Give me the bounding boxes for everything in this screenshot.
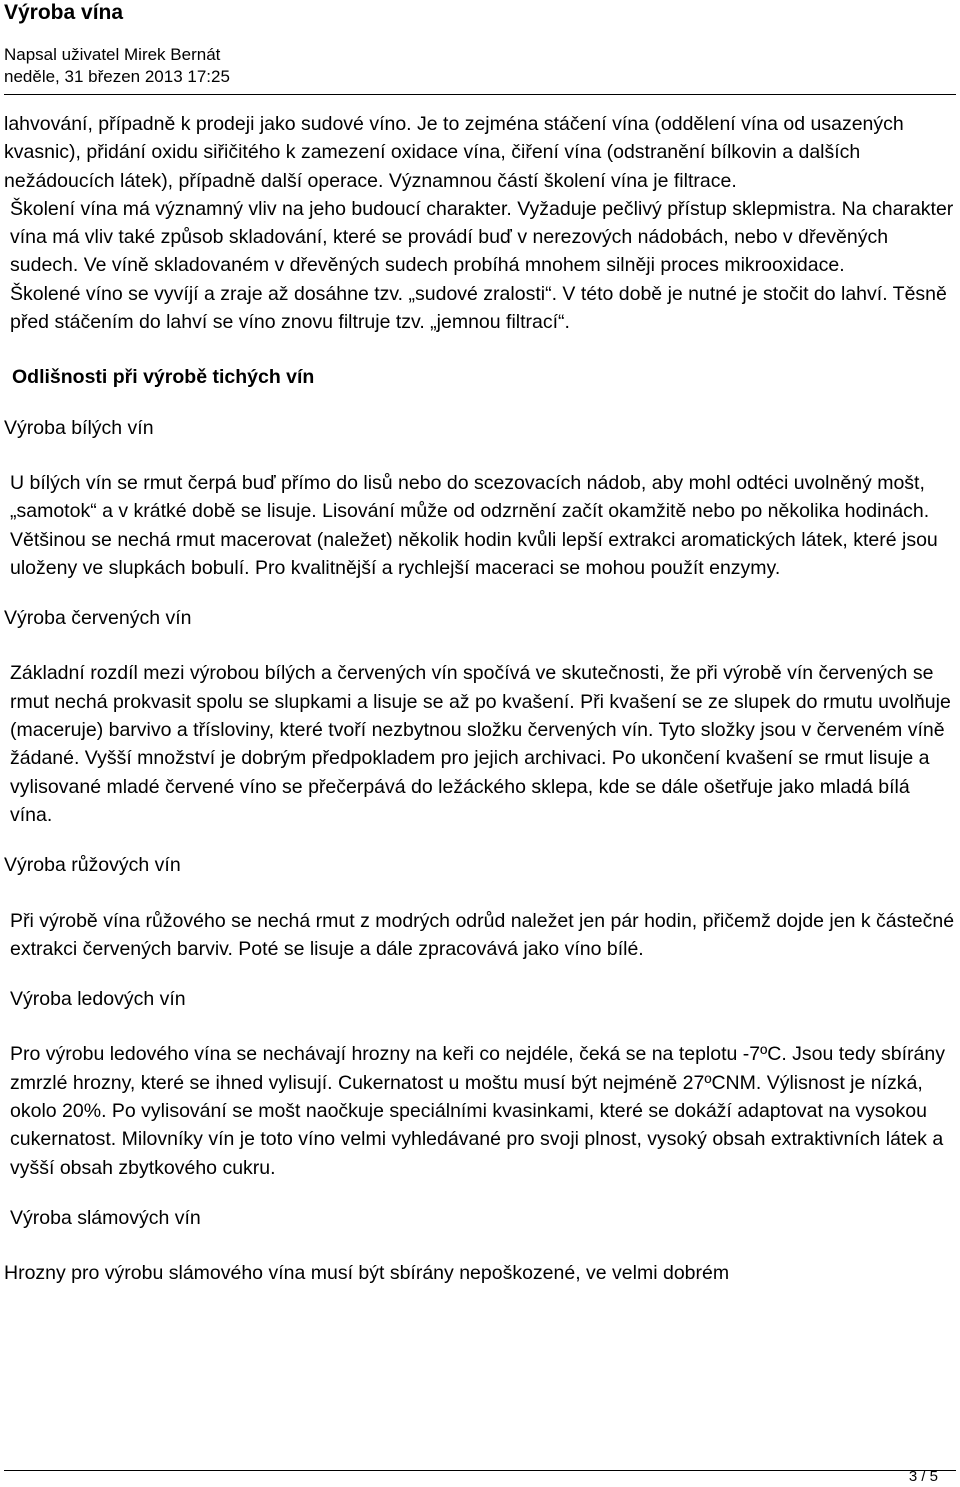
paragraph: U bílých vín se rmut čerpá buď přímo do lisů nebo do scezovacích nádob, aby mohl odtéci uvolněný mošt, „samotok“ a v krátké době se lisuje. Lisování může od odzrnění začít okamžitě nebo po několika hodinách. Většinou se nechá rmut macerovat (naležet) několik hodin kvůli lepší extrakci aromatických látek, které jsou uloženy ve slupkách bobulí. Pro kvalitnější a rychlejší maceraci se mohou použít enzymy. xyxy=(10,471,938,579)
paragraph: lahvování, případně k prodeji jako sudové víno. Je to zejména stáčení vína (oddělení vína od usazených kvasnic), přidání oxidu siřičitého k zamezení oxidace vína, čiření vína (odstranění bílkovin a dalších nežádoucích látek), případně další operace. Významnou částí školení vína je filtrace. xyxy=(4,113,904,192)
footer-divider xyxy=(4,1470,956,1471)
section-heading: Odlišnosti při výrobě tichých vín xyxy=(12,366,315,389)
subsection-heading: Výroba slámových vín xyxy=(10,1206,201,1229)
document-title: Výroba vína xyxy=(4,1,124,24)
byline xyxy=(4,44,230,88)
subsection-heading: Výroba růžových vín xyxy=(4,854,181,877)
date-line: neděle, 31 březen 2013 17:25 xyxy=(4,67,230,86)
paragraph: Při výrobě vína růžového se nechá rmut z modrých odrůd naležet jen pár hodin, přičemž dojde jen k částečné extrakci červených barviv. Poté se lisuje a dále zpracovává jako víno bílé. xyxy=(10,909,955,960)
subsection-heading: Výroba bílých vín xyxy=(4,416,154,439)
paragraph: Hrozny pro výrobu slámového vína musí být sbírány nepoškozené, ve velmi dobrém xyxy=(4,1262,730,1285)
author-line: Napsal uživatel Mirek Bernát xyxy=(4,45,221,64)
paragraph: Školení vína má významný vliv na jeho budoucí charakter. Vyžaduje pečlivý přístup sklepmistra. Na charakter vína má vliv také způsob skladování, které se provádí buď v nerezových nádobách, nebo v dřevěných sudech. Ve víně skladovaném v dřevěných sudech probíhá mnohem silněji proces mikrooxidace. xyxy=(10,197,954,277)
paragraph: Pro výrobu ledového vína se nechávají hrozny na keři co nejdéle, čeká se na teplotu -7ºC. Jsou tedy sbírány zmrzlé hrozny, které se ihned vylisují. Cukernatost u moštu musí být nejméně 27ºCNM. Výlisnost je nízká, okolo 20%. Po vylisování se mošt naočkuje speciálními kvasinkami, které se dokáží adaptovat na vysokou cukernatost. Milovníky vín je toto víno velmi vyhledávané pro svoji plnost, vysoký obsah extraktivních látek a vyšší obsah zbytkového cukru. xyxy=(10,1043,945,1179)
subsection-heading: Výroba ledových vín xyxy=(10,988,186,1011)
subsection-heading: Výroba červených vín xyxy=(4,607,192,630)
paragraph: Základní rozdíl mezi výrobou bílých a červených vín spočívá ve skutečnosti, že při výrobě vín červených se rmut nechá prokvasit spolu se slupkami a lisuje se až po kvašení. Při kvašení se ze slupek do rmutu uvolňuje (maceruje) barvivo a třísloviny, které tvoří nezbytnou složku červených vín. Tyto složky jsou v červeném víně žádané. Vyšší množství je dobrým předpokladem pro jejich archivaci. Po ukončení kvašení se rmut lisuje a vylisované mladé červené víno se přečerpává do ležáckého sklepa, kde se dále ošetřuje jako mladá bílá vína. xyxy=(10,662,951,826)
paragraph: Školené víno se vyvíjí a zraje až dosáhne tzv. „sudové zralosti“. V této době je nutné je stočit do lahví. Těsně před stáčením do lahví se víno znovu filtruje tzv. „jemnou filtrací“. xyxy=(10,282,947,334)
page-number: 3 / 5 xyxy=(908,1468,938,1485)
document-header xyxy=(0,0,960,94)
article-body xyxy=(4,110,956,1288)
header-divider xyxy=(4,94,956,95)
